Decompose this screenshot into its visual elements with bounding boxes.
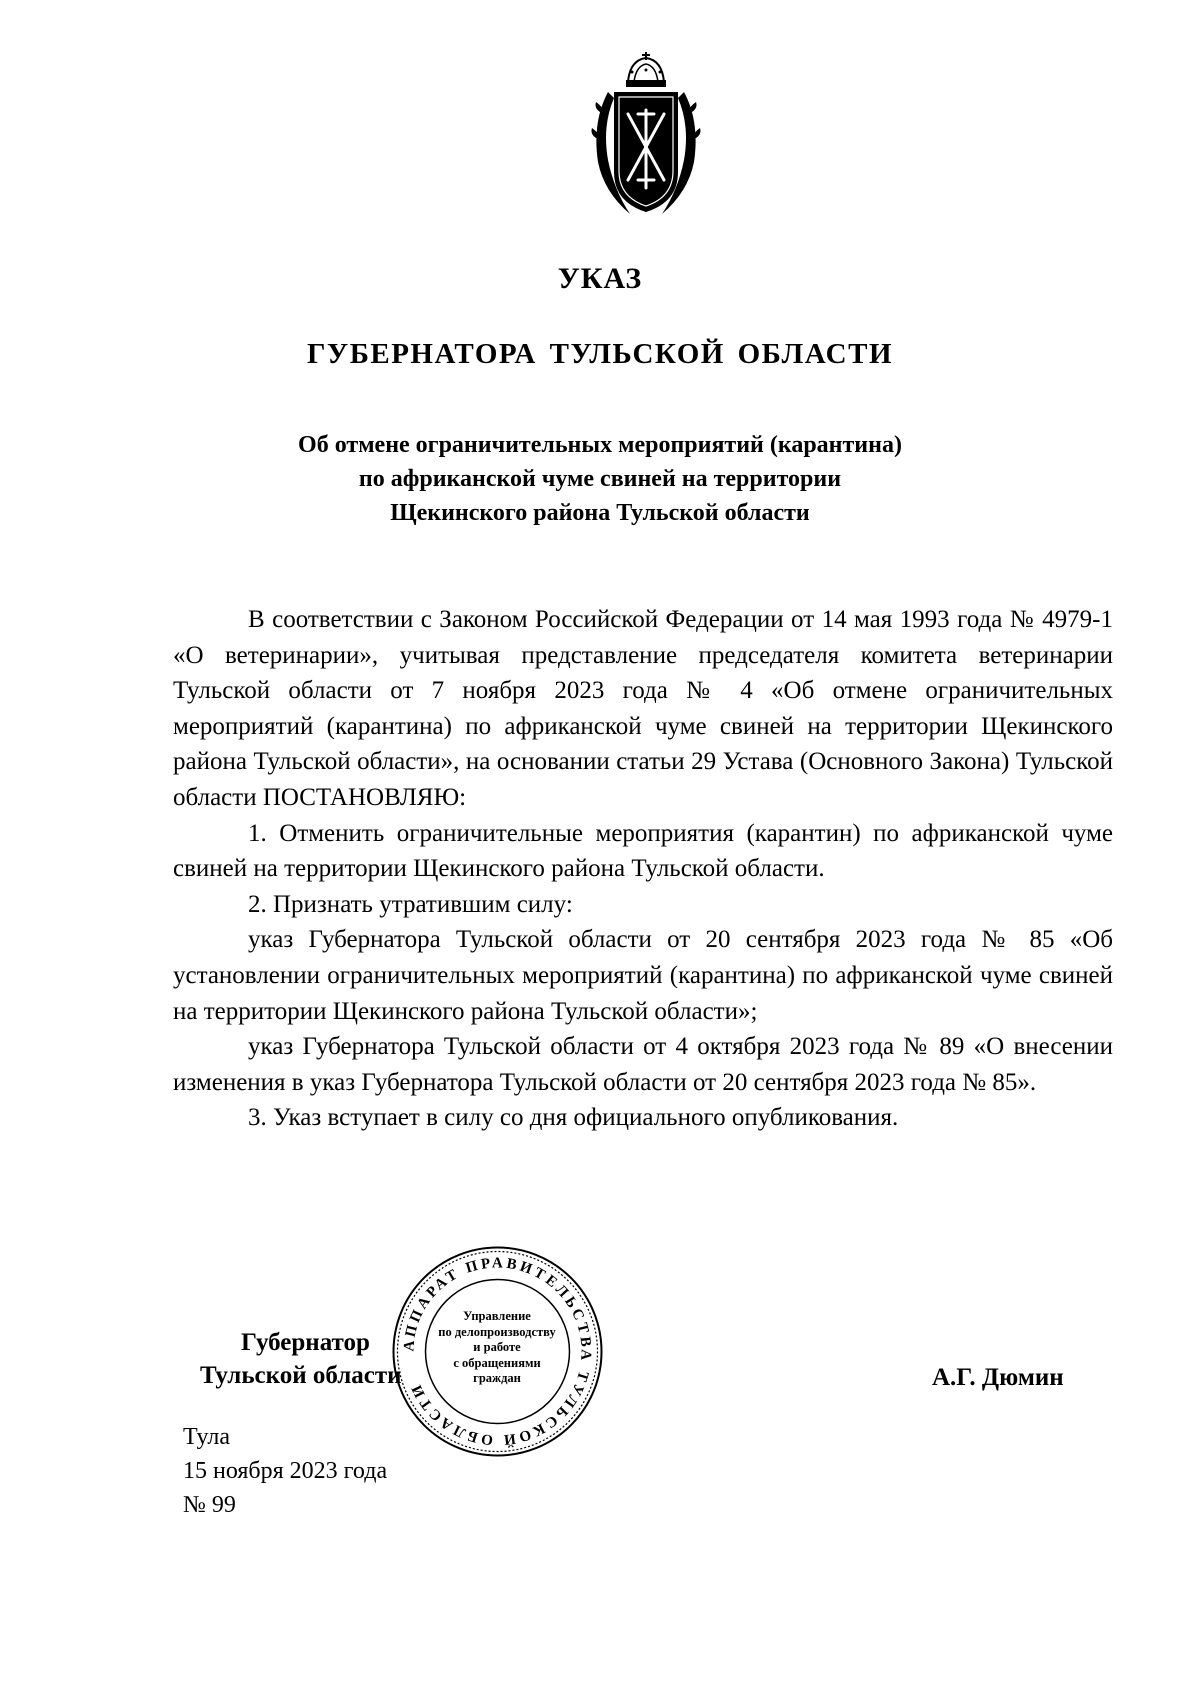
document-subject: [0, 428, 1200, 530]
signatory-name: А.Г. Дюмин: [932, 1364, 1064, 1391]
signatory-title-line-2: Тульской области: [200, 1362, 402, 1389]
document-city: Тула: [183, 1424, 231, 1450]
subject-line: Об отмене ограничительных мероприятий (карантина): [298, 432, 902, 458]
preamble-paragraph: В соответствии с Законом Российской Федерации от 14 мая 1993 года № 4979-1 «О ветеринарии», учитывая представление председателя комитета ветеринарии Тульской области от 7 ноября 2023 года № 4 «Об отмене ограничительных мероприятий (карантина) по африканской чуме свиней на территории Щекинского района Тульской области», на основании статьи 29 Устава (Основного Закона) Тульской области ПОСТАНОВЛЯЮ:: [173, 606, 1113, 811]
subject-line: по африканской чуме свиней на территории: [358, 466, 842, 492]
document-date: 15 ноября 2023 года: [183, 1458, 388, 1484]
document-body: [173, 602, 1113, 1136]
item-2-paragraph: 2. Признать утратившим силу:: [248, 890, 573, 918]
stamp-inner-text: [428, 1309, 566, 1387]
stamp-inner-line: по делопроизводству: [438, 1324, 556, 1339]
signatory-title-line-1: Губернатор: [241, 1329, 370, 1356]
item-1-paragraph: 1. Отменить ограничительные мероприятия (карантин) по африканской чуме свиней на территории Щекинского района Тульской области.: [173, 819, 1113, 883]
document-issuer: ГУБЕРНАТОРА ТУЛЬСКОЙ ОБЛАСТИ: [306, 338, 894, 370]
stamp-inner-line: Управление: [463, 1309, 531, 1323]
item-2-sub-2-paragraph: указ Губернатора Тульской области от 4 октября 2023 года № 89 «О внесении изменения в указ Губернатора Тульской области от 20 сентября 2023 года № 85».: [173, 1033, 1113, 1096]
document-type: УКАЗ: [557, 262, 643, 295]
crown-icon: [626, 52, 666, 87]
item-2-sub-1-paragraph: указ Губернатора Тульской области от 20 сентября 2023 года № 85 «Об установлении ограничительных мероприятий (карантина) по африканской чуме свиней на территории Щекинского района Тульской области»;: [173, 926, 1113, 1025]
subject-line: Щекинского района Тульской области: [390, 500, 810, 526]
stamp-inner-line: с обращениями: [453, 1355, 541, 1370]
stamp-inner-line: и работе: [473, 1340, 521, 1354]
item-3-paragraph: 3. Указ вступает в силу со дня официального опубликования.: [248, 1104, 899, 1132]
coat-of-arms-emblem: [590, 52, 702, 222]
document-metadata: [183, 1420, 387, 1522]
document-number: № 99: [183, 1492, 236, 1518]
stamp-inner-line: граждан: [473, 1371, 521, 1385]
stamp-ring-text: АППАРАТ ПРАВИТЕЛЬСТВА ТУЛЬСКОЙ ОБЛАСТИ: [401, 1255, 594, 1448]
